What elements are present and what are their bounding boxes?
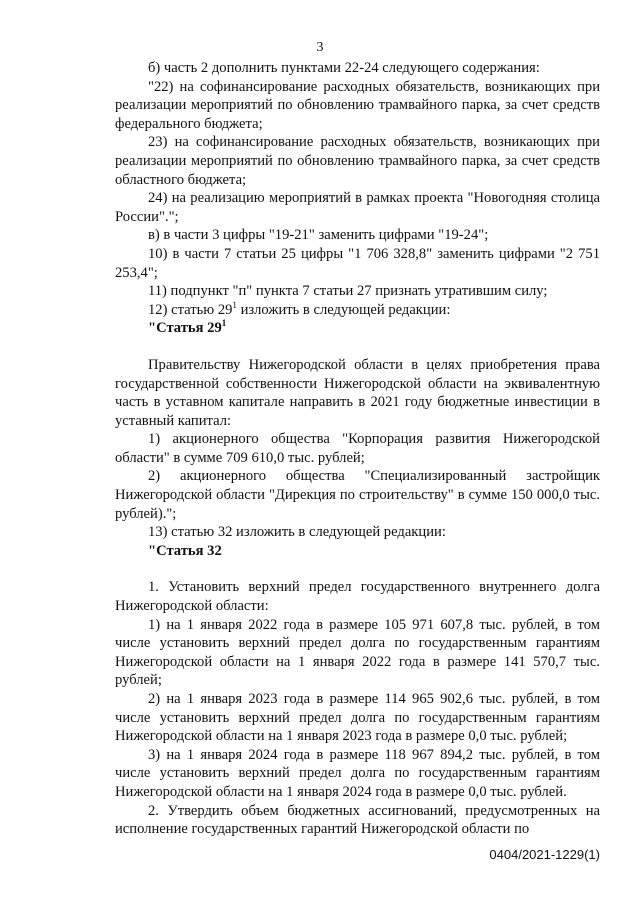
paragraph [115,301,600,320]
article-heading [115,319,600,338]
paragraph: Правительству Нижегородской области в целях приобретения права государственной собственности Нижегородской области на эквивалентную часть в уставном капитале направить в 2021 году бюджетные инвестиции в уставный капитал: [115,356,600,429]
paragraph-text: изложить в следующей редакции: [236,301,451,318]
page-number: 3 [316,40,324,55]
paragraph: 13) статью 32 изложить в следующей редакции: [148,524,446,541]
paragraph: 10) в части 7 статьи 25 цифры "1 706 328,8" заменить цифрами "2 751 253,4"; [115,245,600,281]
paragraph: 11) подпункт "п" пункта 7 статьи 27 признать утратившим силу; [148,283,548,300]
paragraph: в) в части 3 цифры "19-21" заменить цифрами "19-24"; [148,227,489,244]
article-heading-text: "Статья 29 [148,320,222,337]
document-code: 0404/2021-1229(1) [489,847,600,862]
paragraph: 3) на 1 января 2024 года в размере 118 967 894,2 тыс. рублей, в том числе установить верхний предел долга по государственным гарантиям Нижегородской области на 1 января 2024 года в размере 0,0 тыс. рублей. [115,746,600,800]
paragraph-text: 12) статью 29 [148,301,233,318]
superscript: 1 [221,318,227,329]
paragraph: 1) акционерного общества "Корпорация развития Нижегородской области" в сумме 709 610,0 тыс. рублей; [115,431,600,466]
paragraph: 24) на реализацию мероприятий в рамках проекта "Новогодняя столица России"."; [115,190,600,225]
paragraph: б) часть 2 дополнить пунктами 22-24 следующего содержания: [148,60,540,76]
paragraph: 2) акционерного общества "Специализированный застройщик Нижегородской области "Дирекция по строительству" в сумме 150 000,0 тыс. рублей)."; [115,468,600,522]
superscript: 1 [232,299,237,310]
paragraph: 23) на софинансирование расходных обязательств, возникающих при реализации мероприятий по обновлению трамвайного парка, за счет средств областного бюджета; [115,134,600,188]
paragraph: 1. Установить верхний предел государственного внутреннего долга Нижегородской области: [115,579,600,615]
paragraph: 2) на 1 января 2023 года в размере 114 965 902,6 тыс. рублей, в том числе установить верхний предел долга по государственным гарантиям Нижегородской области на 1 января 2023 года в размере 0,0 тыс. рублей; [115,691,600,745]
article-heading: "Статья 32 [148,542,222,559]
document-body [115,59,600,839]
paragraph: 1) на 1 января 2022 года в размере 105 971 607,8 тыс. рублей, в том числе установить верхний предел долга по государственным гарантиям Нижегородской области на 1 января 2022 года в размере 141 570,7 тыс. рублей; [115,616,600,689]
paragraph: 2. Утвердить объем бюджетных ассигнований, предусмотренных на исполнение государственных гарантий Нижегородской области по [115,802,600,838]
paragraph: "22) на софинансирование расходных обязательств, возникающих при реализации мероприятий по обновлению трамвайного парка, за счет средств федерального бюджета; [115,78,600,132]
